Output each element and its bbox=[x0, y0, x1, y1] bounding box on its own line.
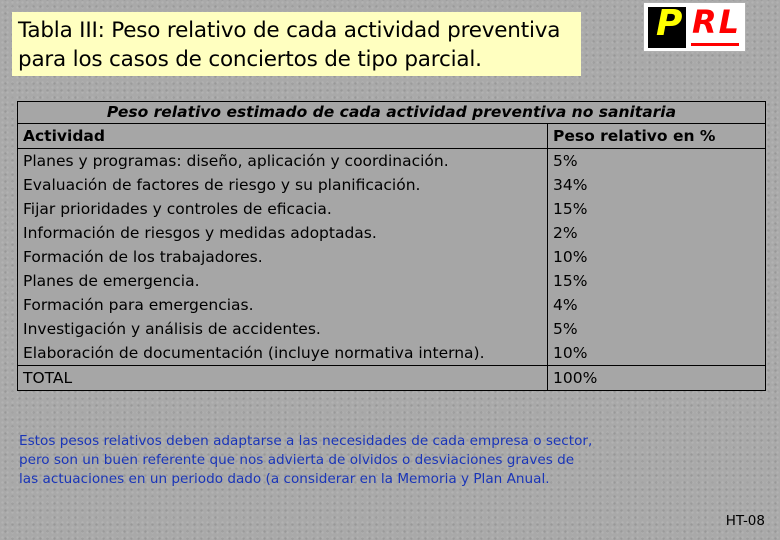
table-row bbox=[18, 173, 766, 197]
table-row bbox=[18, 317, 766, 341]
row-weight: 15% bbox=[548, 197, 766, 221]
total-weight: 100% bbox=[548, 366, 766, 391]
row-activity: Fijar prioridades y controles de eficacia. bbox=[18, 197, 548, 221]
slide-title bbox=[12, 12, 581, 76]
title-line-1: Tabla III: Peso relativo de cada actividad preventiva bbox=[18, 18, 561, 43]
row-activity: Planes y programas: diseño, aplicación y coordinación. bbox=[18, 149, 548, 174]
row-weight: 4% bbox=[548, 293, 766, 317]
row-activity: Formación para emergencias. bbox=[18, 293, 548, 317]
footnote-line-2: pero son un buen referente que nos advierta de olvidos o desviaciones graves de bbox=[19, 452, 575, 468]
row-weight: 10% bbox=[548, 341, 766, 366]
row-weight: 15% bbox=[548, 269, 766, 293]
row-activity: Información de riesgos y medidas adoptadas. bbox=[18, 221, 548, 245]
row-weight: 5% bbox=[548, 149, 766, 174]
row-activity: Formación de los trabajadores. bbox=[18, 245, 548, 269]
total-label: TOTAL bbox=[18, 366, 548, 391]
table-caption: Peso relativo estimado de cada actividad preventiva no sanitaria bbox=[18, 102, 766, 124]
table-row bbox=[18, 293, 766, 317]
table-row bbox=[18, 221, 766, 245]
table-row bbox=[18, 341, 766, 366]
footnote-line-1: Estos pesos relativos deben adaptarse a las necesidades de cada empresa o sector, bbox=[19, 433, 593, 449]
table-row bbox=[18, 149, 766, 174]
logo-underline bbox=[691, 43, 739, 46]
table-row bbox=[18, 245, 766, 269]
logo-rl-letters: RL bbox=[692, 3, 742, 41]
footnote-line-3: las actuaciones en un periodo dado (a considerar en la Memoria y Plan Anual. bbox=[19, 471, 550, 487]
prl-logo bbox=[643, 2, 746, 52]
header-weight: Peso relativo en % bbox=[548, 124, 766, 149]
row-weight: 10% bbox=[548, 245, 766, 269]
logo-p-letter: P bbox=[656, 3, 683, 44]
footnote bbox=[19, 432, 719, 489]
row-weight: 2% bbox=[548, 221, 766, 245]
table-row bbox=[18, 197, 766, 221]
row-activity: Investigación y análisis de accidentes. bbox=[18, 317, 548, 341]
row-weight: 34% bbox=[548, 173, 766, 197]
header-activity: Actividad bbox=[18, 124, 548, 149]
row-activity: Planes de emergencia. bbox=[18, 269, 548, 293]
table-header-row bbox=[18, 124, 766, 149]
row-activity: Elaboración de documentación (incluye normativa interna). bbox=[18, 341, 548, 366]
activity-weight-table bbox=[17, 101, 766, 391]
table-row bbox=[18, 269, 766, 293]
table-total-row bbox=[18, 366, 766, 391]
row-activity: Evaluación de factores de riesgo y su planificación. bbox=[18, 173, 548, 197]
slide-code: HT-08 bbox=[725, 513, 765, 529]
table-caption-row bbox=[18, 102, 766, 124]
title-line-2: para los casos de conciertos de tipo parcial. bbox=[18, 47, 482, 72]
row-weight: 5% bbox=[548, 317, 766, 341]
